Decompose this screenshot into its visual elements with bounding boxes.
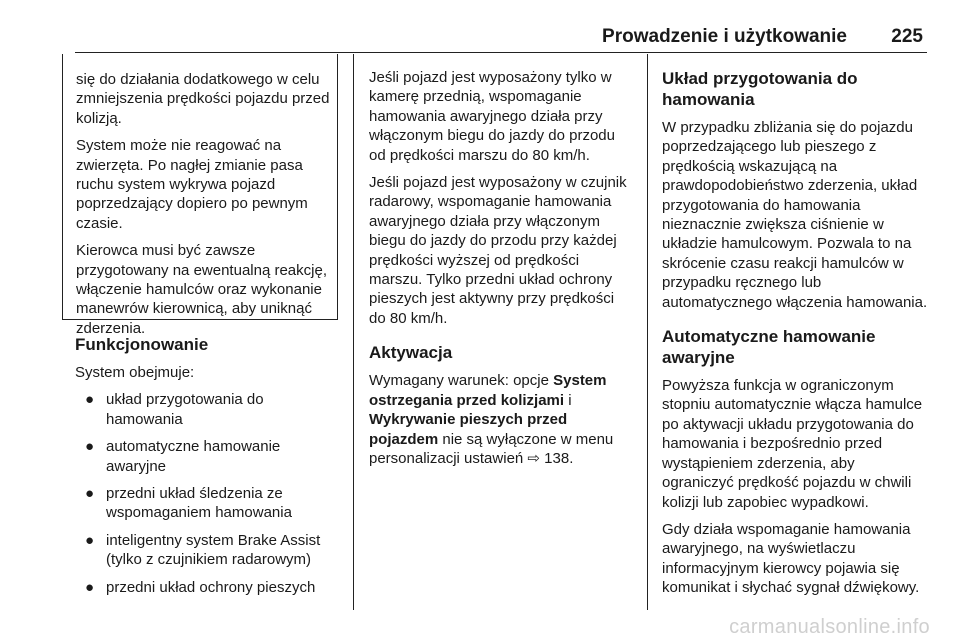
bullet-icon: ● [85, 485, 95, 503]
page-reference: 138. [540, 449, 574, 467]
list-item: ● przedni układ śledzenia ze wspomaganiem hamowania [85, 485, 292, 522]
header-rule [75, 52, 927, 53]
menu-option-name: System ostrzegania przed kolizjami [369, 372, 607, 409]
bullet-icon: ● [85, 531, 95, 549]
box-paragraph: System może nie reagować na zwierzęta. Po nagłej zmianie pasa ruchu system wykrywa pojazd poprzedzający dopiero po pewnym czasie. [76, 137, 308, 232]
list-item: ● inteligentny system Brake Assist (tylko z czujnikiem radarowym) [85, 531, 321, 569]
paragraph: Gdy działa wspomaganie hamowania awaryjnego, na wyświetlaczu informacyjnym kierowcy pojawia się komunikat i słychać sygnał dźwiękowy. [662, 520, 920, 597]
paragraph: Powyższa funkcja w ograniczonym stopniu automatycznie włącza hamulce po aktywacji układu przygotowania do hamowania i bezpośrednio przed wystąpieniem zderzenia, aby ograniczyć prędkość pojazdu w chwili kolizji lub zapobiec wypadkowi. [662, 377, 923, 511]
column-divider [353, 54, 354, 610]
bullet-icon: ● [85, 578, 95, 596]
note-box [62, 54, 338, 337]
section-heading: Funkcjonowanie [75, 335, 209, 354]
column-divider [647, 54, 648, 610]
section-heading: Aktywacja [369, 343, 453, 363]
bullet-icon: ● [85, 391, 95, 409]
section-heading: Automatyczne hamowanie awaryjne [662, 327, 876, 368]
column-3 [662, 68, 930, 606]
watermark: carmanualsonline.info [729, 616, 930, 638]
header-title: Prowadzenie i użytkowanie [602, 26, 847, 47]
activation-paragraph: Wymagany warunek: opcje System ostrzegania przed kolizjami i Wykrywanie pieszych przed pojazdem nie są wyłączone w menu personalizacji ustawień ⇨ 138. [369, 372, 614, 467]
column-1 [75, 334, 343, 605]
page-reference-arrow-icon: ⇨ [527, 449, 540, 467]
list-item: ● automatyczne hamowanie awaryjne [85, 438, 281, 475]
paragraph: W przypadku zbliżania się do pojazdu poprzedzającego lub pieszego z prędkością wskazującą na prawdopodobieństwo zderzenia, układ przygotowania do hamowania nieznacznie zwiększa ciśnienie w układzie hamulcowym. Pozwala to na skrócenie czasu reakcji hamulców w przypadku ręcznego lub automatycznego włączenia hamowania. [662, 119, 928, 311]
list-item: ● przedni układ ochrony pieszych [85, 578, 316, 596]
column-2 [369, 68, 633, 476]
intro-text: System obejmuje: [75, 364, 195, 381]
bullet-icon: ● [85, 438, 95, 456]
paragraph: Jeśli pojazd jest wyposażony tylko w kamerę przednią, wspomaganie hamowania awaryjnego działa przy włączonym biegu do jazdy do przodu od prędkości marszu do 80 km/h. [369, 69, 615, 164]
page-number: 225 [891, 26, 923, 47]
paragraph: Jeśli pojazd jest wyposażony w czujnik radarowy, wspomaganie hamowania awaryjnego działa przy włączonym biegu do jazdy do przodu przy każdej prędkości wyższej od prędkości marszu. Tylko przedni układ ochrony pieszych jest aktywny przy prędkości do 80 km/h. [369, 174, 627, 327]
section-heading: Układ przygotowania do hamowania [662, 69, 858, 109]
menu-option-name: Wykrywanie pieszych przed pojazdem [369, 411, 568, 448]
box-paragraph: się do działania dodatkowego w celu zmniejszenia prędkości pojazdu przed kolizją. [76, 71, 330, 127]
list-item: ● układ przygotowania do hamowania [85, 391, 264, 428]
feature-list [75, 390, 343, 597]
box-paragraph: Kierowca musi być zawsze przygotowany na ewentualną reakcję, włączenie hamulców oraz wykonanie manewrów kierownicą, aby uniknąć zderzenia. [76, 242, 327, 337]
page-header [75, 26, 927, 48]
